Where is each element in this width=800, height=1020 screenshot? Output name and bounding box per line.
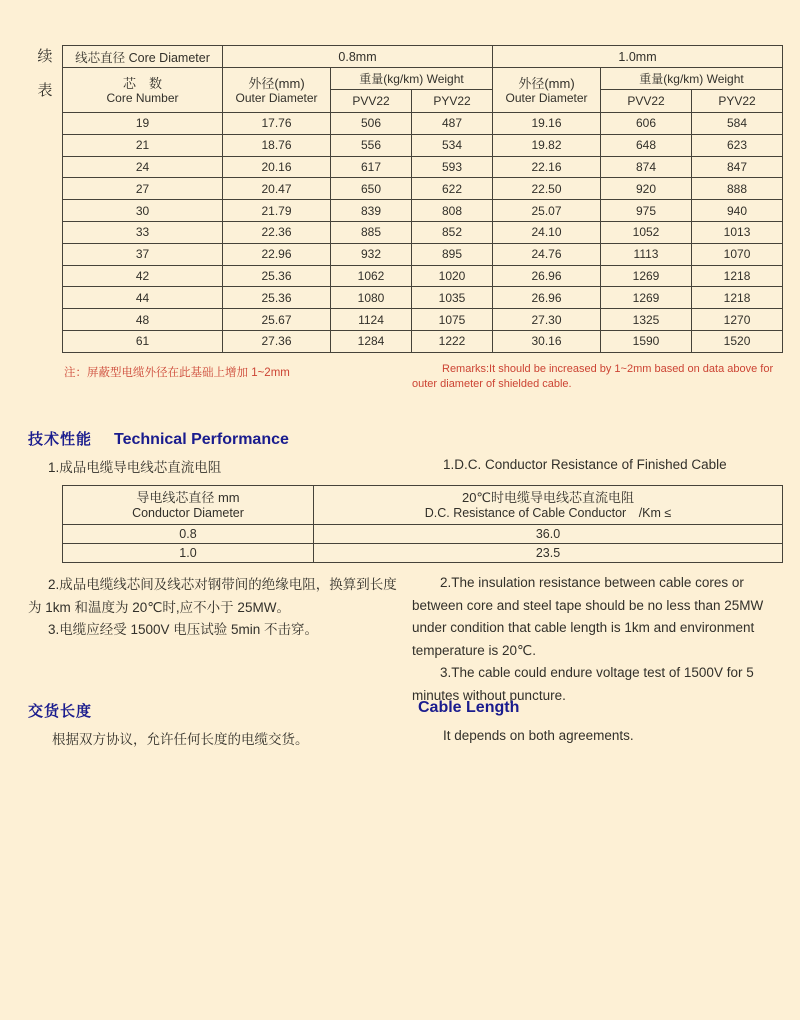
cell-pvv22-10: 920 (601, 178, 692, 200)
table-row (63, 330, 783, 352)
cell-pvv22-10: 1325 (601, 309, 692, 331)
cell-pyv22-10: 847 (692, 156, 783, 178)
technical-performance-heading (28, 428, 289, 449)
header-core-number-zh: 芯 数 (122, 75, 162, 91)
cell-pyv22-08: 852 (412, 221, 493, 243)
resistance-header-diameter-zh: 导电线芯直径 mm (136, 490, 240, 505)
cable-length-body-en: It depends on both agreements. (443, 728, 634, 743)
cell-pyv22-10: 940 (692, 200, 783, 222)
cell-od-10: 27.30 (493, 309, 601, 331)
voltage-test-item-en: 3.The cable could endure voltage test of 1500V for 5 minutes without puncture. (412, 665, 754, 703)
table-row (63, 134, 783, 156)
cell-od-10: 22.16 (493, 156, 601, 178)
cell-od-08: 22.96 (223, 243, 331, 265)
cell-pvv22-10: 1590 (601, 330, 692, 352)
cell-pyv22-10: 1270 (692, 309, 783, 331)
cell-diameter: 0.8 (63, 525, 314, 544)
continued-table-label (36, 40, 54, 108)
header-outer-diameter-08-en: Outer Diameter (235, 90, 318, 105)
cell-pyv22-08: 895 (412, 243, 493, 265)
cell-od-10: 19.82 (493, 134, 601, 156)
header-size-0-8mm: 0.8mm (223, 46, 493, 68)
cell-core-number: 24 (63, 156, 223, 178)
insulation-resistance-item-en: 2.The insulation resistance between cable cores or between core and steel tape should be no less than 25MW under condition that cable length is 1km and environment temperature is 20℃. (412, 575, 764, 658)
header-outer-diameter-10 (493, 68, 601, 113)
cell-core-number: 27 (63, 178, 223, 200)
technical-notes-en (412, 572, 790, 707)
cell-pvv22-08: 885 (331, 221, 412, 243)
cell-od-08: 20.16 (223, 156, 331, 178)
header-size-1-0mm: 1.0mm (493, 46, 783, 68)
cell-od-08: 21.79 (223, 200, 331, 222)
table-row (63, 287, 783, 309)
cell-pvv22-08: 1062 (331, 265, 412, 287)
resistance-header-diameter-en: Conductor Diameter (132, 506, 244, 520)
cell-pvv22-08: 1284 (331, 330, 412, 352)
cell-pvv22-10: 606 (601, 113, 692, 135)
resistance-header-value-en: D.C. Resistance of Cable Conductor /Km ≤ (424, 506, 672, 520)
cell-pvv22-08: 556 (331, 134, 412, 156)
spec-table-container (62, 45, 782, 353)
cell-od-08: 20.47 (223, 178, 331, 200)
header-core-number (63, 68, 223, 113)
cell-core-number: 42 (63, 265, 223, 287)
cell-od-08: 18.76 (223, 134, 331, 156)
resistance-table-container (62, 485, 782, 563)
header-core-number-en: Core Number (106, 90, 179, 105)
dc-resistance-item-en: 1.D.C. Conductor Resistance of Finished Cable (443, 457, 727, 472)
cell-core-number: 21 (63, 134, 223, 156)
cell-pvv22-10: 1269 (601, 287, 692, 309)
cell-resistance: 23.5 (314, 544, 783, 563)
cell-od-10: 24.76 (493, 243, 601, 265)
cell-pvv22-08: 617 (331, 156, 412, 178)
cell-pvv22-08: 932 (331, 243, 412, 265)
cable-length-heading-zh: 交货长度 (28, 703, 93, 720)
voltage-test-item-zh: 3.电缆应经受 1500V 电压试验 5min 不击穿。 (48, 622, 319, 637)
cell-pyv22-10: 1070 (692, 243, 783, 265)
header-pvv22-08: PVV22 (331, 90, 412, 113)
cell-pyv22-08: 1035 (412, 287, 493, 309)
resistance-header-value-zh: 20℃时电缆导电线芯直流电阻 (461, 490, 635, 505)
insulation-resistance-item-zh: 2.成品电缆线芯间及线芯对钢带间的绝缘电阻，换算到长度为 1km 和温度为 20℃时,应不小于 25MW。 (28, 577, 397, 615)
cell-od-10: 24.10 (493, 221, 601, 243)
cell-od-08: 25.67 (223, 309, 331, 331)
cell-pvv22-08: 839 (331, 200, 412, 222)
cell-pvv22-10: 874 (601, 156, 692, 178)
table-row (63, 113, 783, 135)
technical-performance-heading-zh: 技术性能 (28, 431, 93, 448)
cell-core-number: 19 (63, 113, 223, 135)
cell-od-08: 17.76 (223, 113, 331, 135)
cell-pyv22-08: 1222 (412, 330, 493, 352)
cell-pvv22-08: 1080 (331, 287, 412, 309)
resistance-table (62, 485, 783, 563)
cell-pyv22-08: 1020 (412, 265, 493, 287)
cell-pyv22-10: 584 (692, 113, 783, 135)
note-en: Remarks:It should be increased by 1~2mm based on data above for outer diameter of shielded cable. (412, 363, 774, 390)
cell-pyv22-10: 1218 (692, 287, 783, 309)
cell-resistance: 36.0 (314, 525, 783, 544)
cell-pyv22-10: 623 (692, 134, 783, 156)
header-pyv22-08: PYV22 (412, 90, 493, 113)
continued-char-1: 续 (37, 48, 53, 65)
cell-od-10: 22.50 (493, 178, 601, 200)
cell-pyv22-08: 487 (412, 113, 493, 135)
cell-od-08: 25.36 (223, 287, 331, 309)
cell-od-10: 26.96 (493, 287, 601, 309)
note-zh: 注：屏蔽型电缆外径在此基础上增加 1~2mm (64, 367, 290, 379)
cell-pvv22-10: 1113 (601, 243, 692, 265)
header-outer-diameter-10-en: Outer Diameter (505, 90, 588, 105)
cable-length-body-zh: 根据双方协议，允许任何长度的电缆交货。 (52, 732, 309, 747)
cell-pyv22-08: 808 (412, 200, 493, 222)
cell-pyv22-08: 534 (412, 134, 493, 156)
cell-od-10: 30.16 (493, 330, 601, 352)
cell-od-08: 27.36 (223, 330, 331, 352)
table-row (63, 178, 783, 200)
header-outer-diameter-08 (223, 68, 331, 113)
cell-pyv22-10: 888 (692, 178, 783, 200)
cell-pvv22-08: 650 (331, 178, 412, 200)
header-pyv22-10: PYV22 (692, 90, 783, 113)
cell-pvv22-10: 1269 (601, 265, 692, 287)
technical-notes-zh (28, 574, 398, 642)
cell-pyv22-08: 593 (412, 156, 493, 178)
cell-core-number: 30 (63, 200, 223, 222)
resistance-header-diameter (63, 486, 314, 525)
cell-od-08: 22.36 (223, 221, 331, 243)
header-outer-diameter-08-zh: 外径(mm) (248, 75, 305, 91)
table-row (63, 243, 783, 265)
cell-pyv22-10: 1013 (692, 221, 783, 243)
table-row (63, 156, 783, 178)
header-weight-10: 重量(kg/km) Weight (601, 68, 783, 90)
cell-core-number: 37 (63, 243, 223, 265)
cell-pyv22-08: 1075 (412, 309, 493, 331)
cell-pvv22-10: 648 (601, 134, 692, 156)
cell-diameter: 1.0 (63, 544, 314, 563)
cell-pyv22-08: 622 (412, 178, 493, 200)
resistance-header-value (314, 486, 783, 525)
header-pvv22-10: PVV22 (601, 90, 692, 113)
cell-pvv22-10: 1052 (601, 221, 692, 243)
table-row (63, 525, 783, 544)
table-row (63, 265, 783, 287)
cable-length-heading-en: Cable Length (418, 699, 520, 716)
header-core-diameter: 线芯直径 Core Diameter (63, 46, 223, 68)
cell-od-08: 25.36 (223, 265, 331, 287)
table-row (63, 200, 783, 222)
cell-pyv22-10: 1520 (692, 330, 783, 352)
cell-pvv22-10: 975 (601, 200, 692, 222)
cell-pyv22-10: 1218 (692, 265, 783, 287)
table-row (63, 544, 783, 563)
table-row (63, 309, 783, 331)
spec-table (62, 45, 783, 353)
table-row (63, 221, 783, 243)
cell-core-number: 61 (63, 330, 223, 352)
dc-resistance-item-zh: 1.成品电缆导电线芯直流电阻 (48, 460, 222, 475)
cell-od-10: 26.96 (493, 265, 601, 287)
technical-performance-heading-en: Technical Performance (114, 431, 289, 448)
header-weight-08: 重量(kg/km) Weight (331, 68, 493, 90)
cell-core-number: 48 (63, 309, 223, 331)
header-outer-diameter-10-zh: 外径(mm) (518, 75, 575, 91)
cell-pvv22-08: 506 (331, 113, 412, 135)
cell-pvv22-08: 1124 (331, 309, 412, 331)
continued-char-2: 表 (37, 82, 53, 99)
cell-od-10: 19.16 (493, 113, 601, 135)
cell-od-10: 25.07 (493, 200, 601, 222)
cell-core-number: 33 (63, 221, 223, 243)
cell-core-number: 44 (63, 287, 223, 309)
